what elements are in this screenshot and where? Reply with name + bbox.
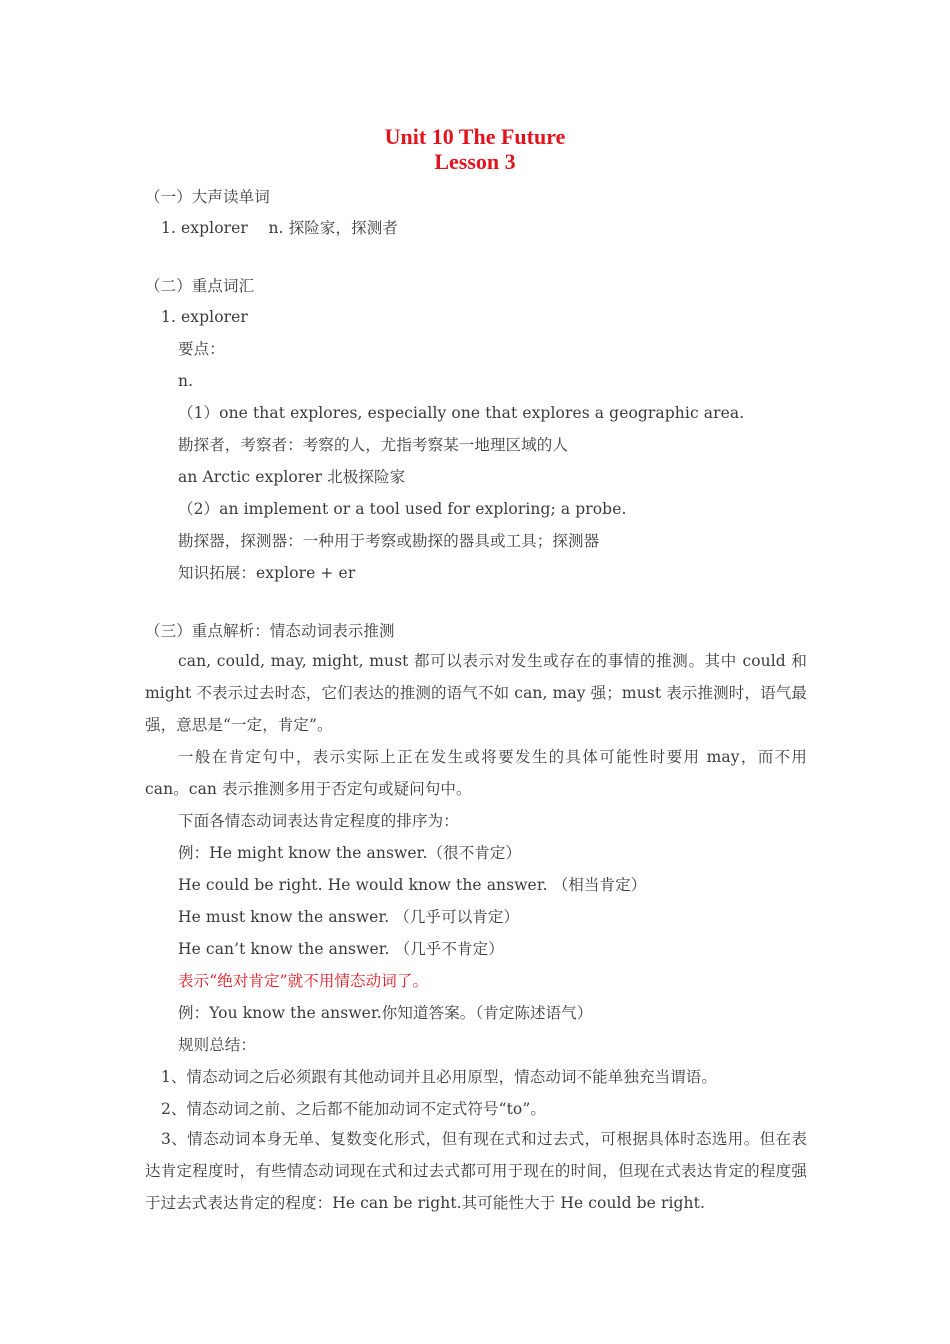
rule-2: 2、情态动词之前、之后都不能加动词不定式符号“to”。 <box>161 1100 546 1118</box>
definition-2-en: （2）an implement or a tool used for exploring; a probe. <box>178 500 627 518</box>
definition-2-cn: 勘探器，探测器：一种用于考察或勘探的器具或工具；探测器 <box>178 532 600 550</box>
example-might: 例：He might know the answer.（很不肯定） <box>178 844 522 862</box>
section3-heading: （三）重点解析：情态动词表示推测 <box>145 622 395 640</box>
unit-title: Unit 10 The Future <box>384 124 566 149</box>
definition-1-en: （1）one that explores, especially one that explores a geographic area. <box>178 404 745 422</box>
example-could: He could be right. He would know the answer. （相当肯定） <box>178 876 647 894</box>
vocab-item-1: 1. explorer n. 探险家，探测者 <box>161 219 398 237</box>
example-must: He must know the answer. （几乎可以肯定） <box>178 908 520 926</box>
order-intro: 下面各情态动词表达肯定程度的排序为： <box>178 812 459 830</box>
lesson-title: Lesson 3 <box>434 149 516 174</box>
example-cant: He can’t know the answer. （几乎不肯定） <box>178 940 504 958</box>
example-statement: 例：You know the answer.你知道答案。（肯定陈述语气） <box>178 1004 593 1022</box>
rule-1: 1、情态动词之后必须跟有其他动词并且必用原型，情态动词不能单独充当谓语。 <box>161 1068 717 1086</box>
definition-1-cn: 勘探者，考察者：考察的人，尤指考察某一地理区域的人 <box>178 436 569 454</box>
rules-label: 规则总结： <box>178 1036 257 1054</box>
key-word-1: 1. explorer <box>161 308 248 326</box>
part-of-speech: n. <box>178 372 194 390</box>
section2-heading: （二）重点词汇 <box>145 277 255 295</box>
knowledge-extension: 知识拓展：explore + er <box>178 564 356 582</box>
example-1: an Arctic explorer 北极探险家 <box>178 468 406 486</box>
analysis-paragraph-2: 一般在肯定句中，表示实际上正在发生或将要发生的具体可能性时要用 may，而不用 can。can 表示推测多用于否定句或疑问句中。 <box>145 748 807 798</box>
points-label: 要点： <box>178 340 225 358</box>
section1-heading: （一）大声读单词 <box>145 188 270 206</box>
analysis-paragraph-1: can, could, may, might, must 都可以表示对发生或存在的事情的推测。其中 could 和 might 不表示过去时态，它们表达的推测的语气不如 can, may 强；must 表示推测时，语气最强，意思是“一定，肯定”。 <box>145 652 807 734</box>
rule-3: 3、情态动词本身无单、复数变化形式，但有现在式和过去式，可根据具体时态选用。但在表达肯定程度时，有些情态动词现在式和过去式都可用于现在的时间，但现在式表达肯定的程度强于过去式表达肯定的程度：He can be right.其可能性大于 He could be right. <box>145 1130 807 1212</box>
absolute-certainty-note: 表示“绝对肯定”就不用情态动词了。 <box>178 972 429 990</box>
